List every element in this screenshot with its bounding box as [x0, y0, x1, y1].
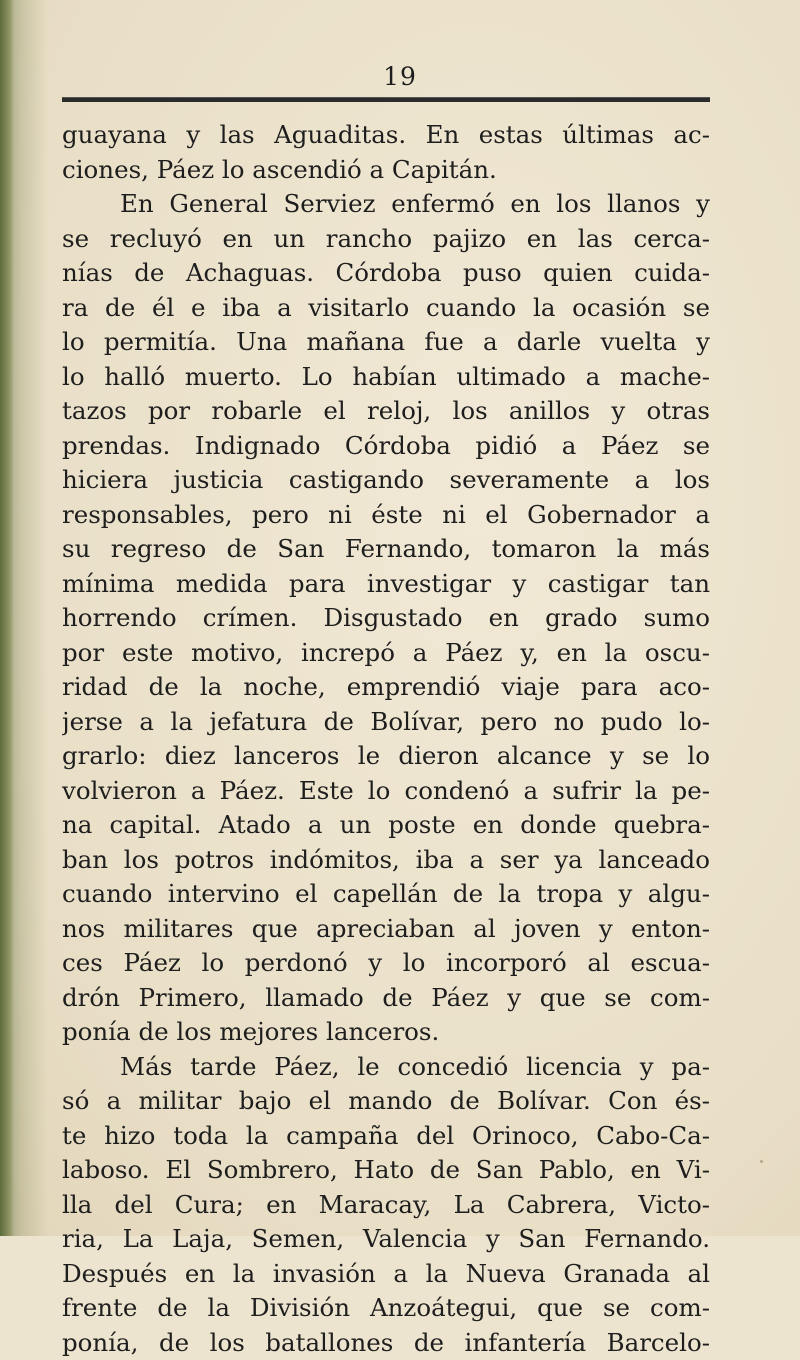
header-rule	[62, 97, 710, 102]
text-line: hiciera justicia castigando severamente a los	[62, 463, 710, 498]
text-line: Después en la invasión a la Nueva Granada al	[62, 1257, 710, 1292]
text-line: su regreso de San Fernando, tomaron la más	[62, 532, 710, 567]
text-line: guayana y las Aguaditas. En estas últimas ac-	[62, 118, 710, 153]
text-line: só a militar bajo el mando de Bolívar. Con és-	[62, 1084, 710, 1119]
text-line: por este motivo, increpó a Páez y, en la oscu-	[62, 636, 710, 671]
text-line: ridad de la noche, emprendió viaje para aco-	[62, 670, 710, 705]
text-line: se recluyó en un rancho pajizo en las cerca-	[62, 222, 710, 257]
text-line: ciones, Páez lo ascendió a Capitán.	[62, 153, 710, 188]
text-line: tazos por robarle el reloj, los anillos y otras	[62, 394, 710, 429]
text-line: ra de él e iba a visitarlo cuando la ocasión se	[62, 291, 710, 326]
text-line: mínima medida para investigar y castigar tan	[62, 567, 710, 602]
text-line: Más tarde Páez, le concedió licencia y pa-	[62, 1050, 710, 1085]
page-number: 19	[0, 62, 800, 91]
text-line: volvieron a Páez. Este lo condenó a sufrir la pe-	[62, 774, 710, 809]
text-line: ria, La Laja, Semen, Valencia y San Fernando.	[62, 1222, 710, 1257]
text-line: frente de la División Anzoátegui, que se com-	[62, 1291, 710, 1326]
text-line: lla del Cura; en Maracay, La Cabrera, Victo-	[62, 1188, 710, 1223]
paper-speck	[760, 1160, 763, 1163]
text-line: ponía de los mejores lanceros.	[62, 1015, 710, 1050]
text-line: ces Páez lo perdonó y lo incorporó al escua-	[62, 946, 710, 981]
text-line: nías de Achaguas. Córdoba puso quien cuida-	[62, 256, 710, 291]
text-line: horrendo crímen. Disgustado en grado sumo	[62, 601, 710, 636]
text-line: jerse a la jefatura de Bolívar, pero no pudo lo-	[62, 705, 710, 740]
text-line: cuando intervino el capellán de la tropa y algu-	[62, 877, 710, 912]
text-line: ban los potros indómitos, iba a ser ya lanceado	[62, 843, 710, 878]
text-line: te hizo toda la campaña del Orinoco, Cabo-Ca-	[62, 1119, 710, 1154]
text-line: En General Serviez enfermó en los llanos y	[62, 187, 710, 222]
text-line: na capital. Atado a un poste en donde quebra-	[62, 808, 710, 843]
text-line: nos militares que apreciaban al joven y enton-	[62, 912, 710, 947]
text-line: lo halló muerto. Lo habían ultimado a mache-	[62, 360, 710, 395]
text-line: grarlo: diez lanceros le dieron alcance y se lo	[62, 739, 710, 774]
text-line: lo permitía. Una mañana fue a darle vuelta y	[62, 325, 710, 360]
text-line: prendas. Indignado Córdoba pidió a Páez se	[62, 429, 710, 464]
text-line: responsables, pero ni éste ni el Gobernador a	[62, 498, 710, 533]
text-line: drón Primero, llamado de Páez y que se com-	[62, 981, 710, 1016]
body-text	[62, 118, 710, 1360]
text-line: laboso. El Sombrero, Hato de San Pablo, en Vi-	[62, 1153, 710, 1188]
text-line: ponía, de los batallones de infantería Barcelo-	[62, 1326, 710, 1360]
binding-gutter	[0, 0, 14, 1236]
